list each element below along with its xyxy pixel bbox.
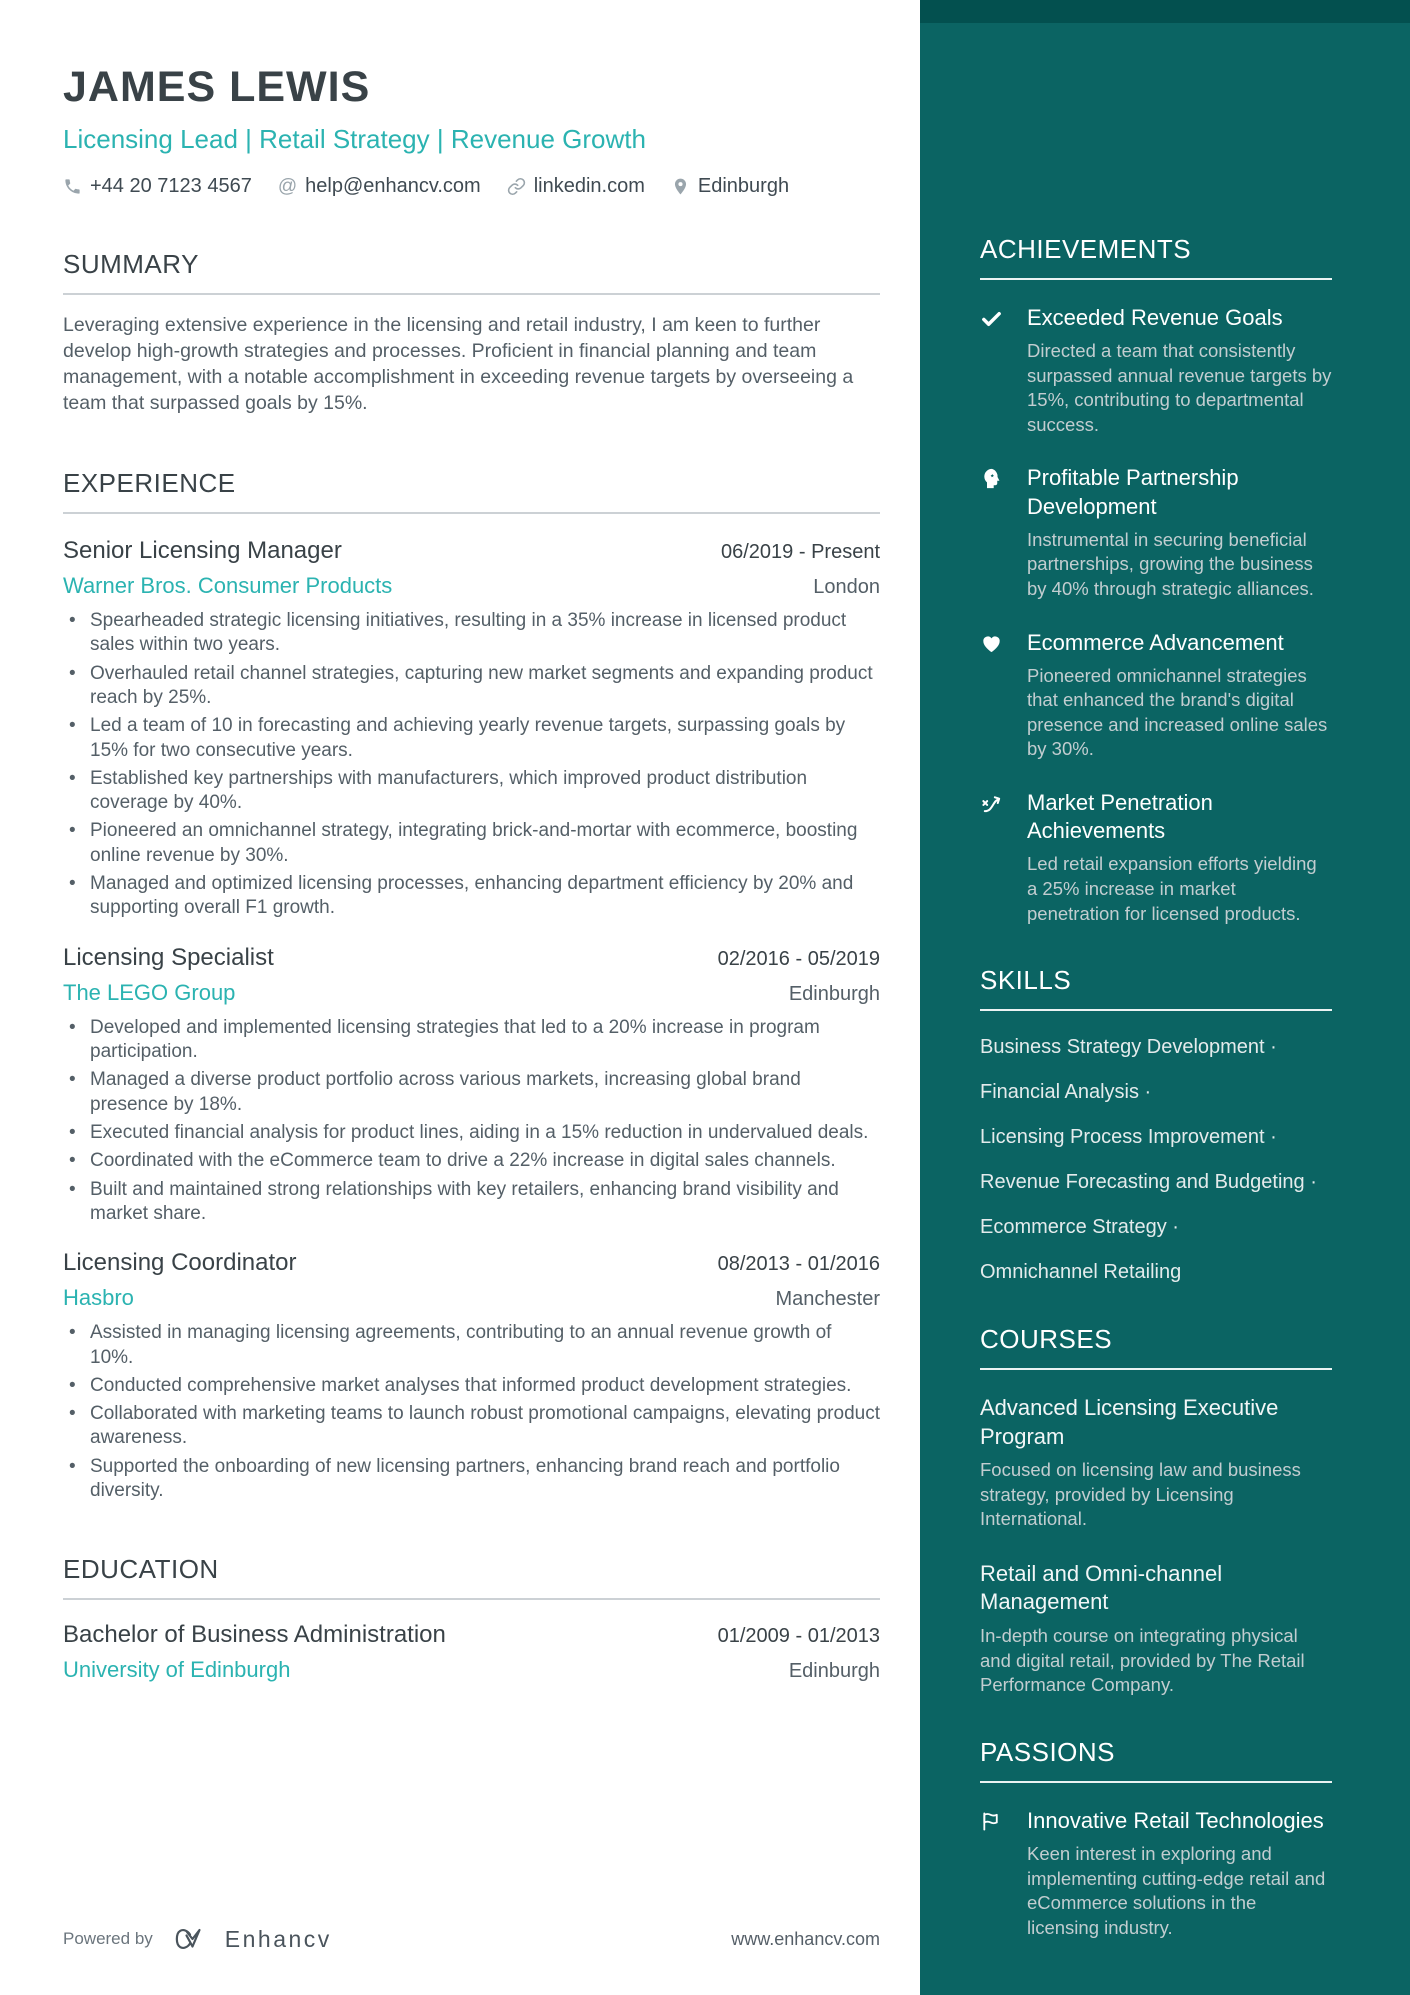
pin-icon [671, 177, 690, 196]
job-bullet: • Pioneered an omnichannel strategy, integrating brick-and-mortar with ecommerce, boosting online revenue by 30%. [63, 819, 880, 868]
footer [63, 1925, 880, 1953]
skills-section [980, 966, 1332, 1285]
passions-section [980, 1738, 1332, 1940]
job-dates: 06/2019 - Present [721, 540, 880, 563]
achievement-item [980, 789, 1332, 926]
courses-section [980, 1325, 1332, 1698]
phone-number: +44 20 7123 4567 [90, 175, 252, 198]
skill-item: Ecommerce Strategy · [980, 1216, 1179, 1239]
email-address[interactable]: help@enhancv.com [305, 175, 481, 198]
achievement-text: Instrumental in securing beneficial partnerships, growing the business by 40% through strategic alliances. [1027, 528, 1314, 599]
experience-entry [63, 536, 880, 921]
brand-wordmark: Enhancv [224, 1925, 332, 1952]
course-text: Focused on licensing law and business strategy, provided by Licensing International. [980, 1459, 1301, 1530]
achievements-heading: ACHIEVEMENTS [980, 235, 1332, 280]
course-text: In-depth course on integrating physical and digital retail, provided by The Retail Performance Company. [980, 1625, 1305, 1696]
achievements-section [980, 235, 1332, 926]
job-bullet-list [63, 609, 880, 921]
job-bullet: • Assisted in managing licensing agreements, contributing to an annual revenue growth of 10%. [63, 1321, 880, 1370]
school-name: University of Edinburgh [63, 1657, 291, 1683]
job-dates: 02/2016 - 05/2019 [717, 947, 880, 970]
achievement-title: Ecommerce Advancement [1027, 629, 1284, 655]
job-dates: 08/2013 - 01/2016 [717, 1253, 880, 1276]
job-bullet: • Collaborated with marketing teams to launch robust promotional campaigns, elevating product awareness. [63, 1402, 880, 1451]
achievement-text: Led retail expansion efforts yielding a 25% increase in market penetration for licensed products. [1027, 853, 1317, 924]
job-company: Hasbro [63, 1285, 134, 1311]
job-bullet: • Managed a diverse product portfolio across various markets, increasing global brand presence by 18%. [63, 1068, 880, 1117]
heart-icon [980, 629, 1027, 763]
job-bullet: • Supported the onboarding of new licensing partners, enhancing brand reach and portfolio diversity. [63, 1455, 880, 1504]
contact-email[interactable] [278, 175, 481, 198]
degree-title: Bachelor of Business Administration [63, 1621, 446, 1649]
sidebar-column [920, 0, 1410, 1995]
skill-item: Omnichannel Retailing [980, 1261, 1182, 1284]
phone-icon [63, 177, 82, 196]
summary-text: Leveraging extensive experience in the licensing and retail industry, I am keen to further develop high-growth strategies and processes. Proficient in financial planning and team management, with a notable accomplishment in exceeding revenue targets by overseeing a team that surpassed goals by 15%. [63, 314, 854, 415]
education-dates: 01/2009 - 01/2013 [717, 1625, 880, 1648]
job-bullet: • Executed financial analysis for product lines, aiding in a 15% reduction in undervalued deals. [63, 1121, 880, 1145]
skill-item: Business Strategy Development · [980, 1036, 1277, 1059]
job-title: Senior Licensing Manager [63, 536, 342, 564]
strategy-arrow-icon [980, 789, 1027, 926]
course-title: Retail and Omni-channel Management [980, 1560, 1223, 1615]
infinity-logo-icon [169, 1925, 209, 1953]
job-title: Licensing Coordinator [63, 1249, 297, 1277]
job-bullet: • Conducted comprehensive market analyses that informed product development strategies. [63, 1374, 880, 1398]
job-location: London [813, 575, 880, 598]
skill-item: Financial Analysis · [980, 1081, 1152, 1104]
skill-item: Licensing Process Improvement · [980, 1126, 1277, 1149]
job-bullet-list [63, 1016, 880, 1227]
achievement-item [980, 629, 1332, 763]
job-bullet: • Overhauled retail channel strategies, capturing new market segments and expanding product reach by 25%. [63, 662, 880, 711]
job-bullet: • Managed and optimized licensing processes, enhancing department efficiency by 20% and supporting overall F1 growth. [63, 872, 880, 921]
head-gear-icon [980, 464, 1027, 601]
job-bullet-list [63, 1321, 880, 1503]
job-bullet: • Coordinated with the eCommerce team to drive a 22% increase in digital sales channels. [63, 1149, 880, 1173]
person-headline: Licensing Lead | Retail Strategy | Revenue Growth [63, 124, 646, 155]
person-name: JAMES LEWIS [63, 63, 371, 111]
passion-item [980, 1807, 1332, 1941]
link-icon [507, 177, 526, 196]
flag-icon [980, 1807, 1027, 1941]
contact-row [63, 175, 880, 198]
at-icon: @ [277, 176, 298, 198]
contact-phone [63, 175, 252, 198]
achievement-item [980, 304, 1332, 438]
job-bullet: • Spearheaded strategic licensing initiatives, resulting in a 35% increase in licensed product sales within two years. [63, 609, 880, 658]
sidebar-top-band [920, 0, 1410, 23]
job-location: Edinburgh [788, 982, 880, 1005]
location-text: Edinburgh [697, 175, 790, 198]
achievement-title: Market Penetration Achievements [1027, 790, 1213, 844]
education-heading: EDUCATION [63, 1555, 880, 1600]
contact-linkedin[interactable] [507, 175, 645, 198]
website-link[interactable]: www.enhancv.com [731, 1928, 880, 1949]
achievement-title: Exceeded Revenue Goals [1027, 304, 1283, 330]
education-location: Edinburgh [788, 1660, 880, 1683]
experience-section [63, 469, 880, 1503]
skills-heading: SKILLS [980, 966, 1332, 1011]
experience-entry [63, 943, 880, 1227]
experience-heading: EXPERIENCE [63, 469, 880, 514]
job-location: Manchester [775, 1288, 880, 1311]
course-item [980, 1560, 1332, 1698]
contact-location [671, 175, 789, 198]
course-item [980, 1394, 1332, 1532]
job-bullet: • Built and maintained strong relationships with key retailers, enhancing brand visibility and market share. [63, 1178, 880, 1227]
job-company: The LEGO Group [63, 979, 236, 1005]
education-entry [63, 1620, 880, 1683]
achievement-title: Profitable Partnership Development [1027, 465, 1239, 519]
job-bullet: • Led a team of 10 in forecasting and achieving yearly revenue targets, surpassing goals by 15% for two consecutive years. [63, 714, 880, 763]
summary-heading: SUMMARY [63, 250, 880, 295]
courses-heading: COURSES [980, 1325, 1332, 1370]
summary-section [63, 250, 880, 417]
achievement-item [980, 464, 1332, 601]
education-section [63, 1555, 880, 1683]
achievement-text: Directed a team that consistently surpassed annual revenue targets by 15%, contributing to departmental success. [1027, 340, 1332, 435]
passion-title: Innovative Retail Technologies [1027, 1807, 1324, 1833]
job-bullet: • Developed and implemented licensing strategies that led to a 20% increase in program participation. [63, 1016, 880, 1065]
linkedin-link[interactable]: linkedin.com [533, 175, 645, 198]
passions-heading: PASSIONS [980, 1738, 1332, 1783]
passion-text: Keen interest in exploring and implementing cutting-edge retail and eCommerce solutions in the licensing industry. [1027, 1842, 1326, 1938]
powered-by-label: Powered by [63, 1929, 153, 1948]
header [63, 64, 880, 198]
job-company: Warner Bros. Consumer Products [63, 572, 393, 598]
skill-item: Revenue Forecasting and Budgeting · [980, 1171, 1317, 1194]
course-title: Advanced Licensing Executive Program [980, 1394, 1279, 1449]
job-title: Licensing Specialist [63, 943, 274, 971]
achievement-text: Pioneered omnichannel strategies that enhanced the brand's digital presence and increased online sales by 30%. [1027, 664, 1328, 760]
job-bullet: • Established key partnerships with manufacturers, which improved product distribution coverage by 40%. [63, 767, 880, 816]
experience-entry [63, 1248, 880, 1503]
check-icon [980, 304, 1027, 438]
